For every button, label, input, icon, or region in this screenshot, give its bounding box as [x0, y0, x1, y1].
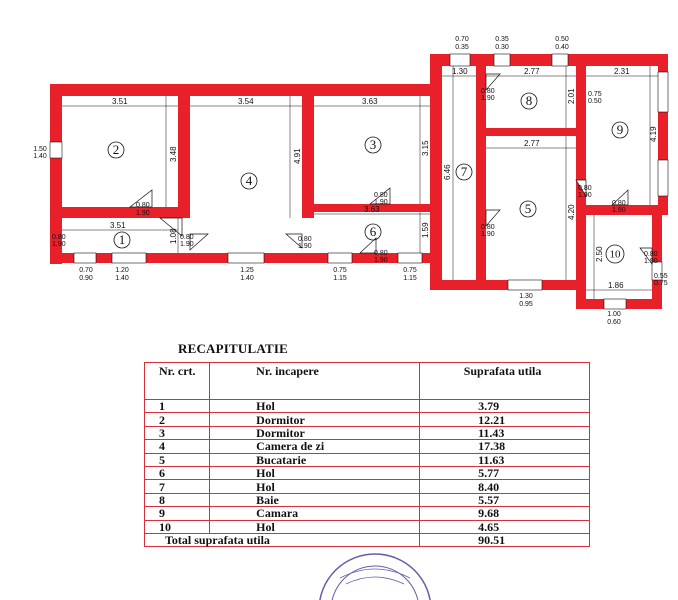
table-row: 8 Baie 5.57 — [145, 493, 590, 506]
dim-r10h: 2.50 — [595, 246, 604, 262]
svg-text:1.90: 1.90 — [374, 199, 388, 206]
svg-text:5: 5 — [524, 200, 532, 216]
svg-text:6: 6 — [369, 223, 377, 239]
svg-text:0.80: 0.80 — [481, 224, 495, 231]
dim-r5w: 2.77 — [524, 139, 540, 148]
svg-text:0.70: 0.70 — [455, 36, 469, 43]
svg-text:0.80: 0.80 — [644, 251, 658, 258]
recap-table — [144, 362, 590, 547]
dim-r3w: 3.63 — [362, 97, 378, 106]
svg-text:1.90: 1.90 — [298, 243, 312, 250]
svg-text:2: 2 — [112, 141, 120, 157]
svg-text:9: 9 — [616, 121, 624, 137]
svg-text:1.15: 1.15 — [403, 275, 417, 282]
svg-text:0.50: 0.50 — [555, 36, 569, 43]
svg-text:0.80: 0.80 — [374, 250, 388, 257]
dim-r2h: 3.48 — [169, 146, 178, 162]
total-value: 90.51 — [420, 533, 590, 546]
svg-text:1.90: 1.90 — [374, 257, 388, 264]
dim-r3h: 3.15 — [421, 140, 430, 156]
svg-text:0.40: 0.40 — [555, 44, 569, 51]
svg-text:0.50: 0.50 — [588, 98, 602, 105]
svg-text:3: 3 — [369, 136, 377, 152]
dim-r8w: 2.77 — [524, 67, 540, 76]
svg-text:0.95: 0.95 — [519, 301, 533, 308]
svg-text:0.75: 0.75 — [654, 280, 668, 287]
svg-text:1.90: 1.90 — [180, 241, 194, 248]
recap-title: RECAPITULATIE — [178, 341, 288, 356]
dim-r6h: 1.59 — [421, 222, 430, 238]
svg-text:1.15: 1.15 — [333, 275, 347, 282]
total-label: Total suprafata utila — [145, 533, 420, 546]
table-row: 6 Hol 5.77 — [145, 466, 590, 479]
header-room: Nr. incapere — [210, 363, 420, 400]
svg-text:1.90: 1.90 — [612, 207, 626, 214]
svg-text:0.35: 0.35 — [455, 44, 469, 51]
svg-text:1.40: 1.40 — [240, 275, 254, 282]
svg-text:0.70: 0.70 — [79, 267, 93, 274]
table-row: 7 Hol 8.40 — [145, 480, 590, 493]
dim-r9w: 2.31 — [614, 67, 630, 76]
svg-text:0.80: 0.80 — [136, 202, 150, 209]
svg-text:1.90: 1.90 — [481, 95, 495, 102]
svg-text:0.80: 0.80 — [180, 234, 194, 241]
svg-text:4: 4 — [245, 172, 253, 188]
dim-r8h: 2.01 — [567, 88, 576, 104]
svg-text:1: 1 — [118, 231, 126, 247]
svg-text:0.75: 0.75 — [588, 91, 602, 98]
svg-text:0.90: 0.90 — [79, 275, 93, 282]
svg-text:1.50: 1.50 — [33, 146, 47, 153]
dim-r1w: 3.51 — [110, 221, 126, 230]
svg-text:7: 7 — [460, 163, 468, 179]
dim-r4w: 3.54 — [238, 97, 254, 106]
svg-text:1.20: 1.20 — [115, 267, 129, 274]
table-row: 10 Hol 4.65 — [145, 520, 590, 533]
svg-text:1.30: 1.30 — [519, 293, 533, 300]
svg-text:8: 8 — [525, 92, 533, 108]
dim-r1h: 1.08 — [169, 228, 178, 244]
dim-r7top: 1.30 — [452, 67, 468, 76]
dim-r10w: 1.86 — [608, 281, 624, 290]
svg-text:1.90: 1.90 — [52, 241, 66, 248]
svg-text:10: 10 — [609, 248, 621, 261]
total-row — [145, 533, 590, 546]
header-area: Suprafata utila — [420, 363, 590, 400]
recap-header-row — [145, 363, 590, 400]
svg-text:0.80: 0.80 — [298, 236, 312, 243]
table-row: 3 Dormitor 11.43 — [145, 426, 590, 439]
dim-r6w: 3.63 — [364, 205, 380, 214]
svg-text:0.80: 0.80 — [578, 185, 592, 192]
svg-text:1.25: 1.25 — [240, 267, 254, 274]
svg-text:0.80: 0.80 — [52, 234, 66, 241]
svg-text:1.90: 1.90 — [578, 192, 592, 199]
dim-r2w: 3.51 — [112, 97, 128, 106]
svg-text:0.55: 0.55 — [654, 273, 668, 280]
official-stamp — [300, 548, 450, 600]
svg-text:0.75: 0.75 — [333, 267, 347, 274]
header-nr: Nr. crt. — [145, 363, 210, 400]
svg-text:1.90: 1.90 — [136, 210, 150, 217]
svg-text:0.80: 0.80 — [374, 192, 388, 199]
svg-text:0.80: 0.80 — [481, 88, 495, 95]
table-row: 9 Camara 9.68 — [145, 507, 590, 520]
svg-text:1.00: 1.00 — [607, 311, 621, 318]
table-row: 2 Dormitor 12.21 — [145, 413, 590, 426]
dim-r4h: 4.91 — [293, 148, 302, 164]
svg-text:1.40: 1.40 — [33, 153, 47, 160]
svg-text:0.35: 0.35 — [495, 36, 509, 43]
svg-text:0.30: 0.30 — [495, 44, 509, 51]
table-row: 5 Bucatarie 11.63 — [145, 453, 590, 466]
svg-text:1.90: 1.90 — [481, 231, 495, 238]
table-row: 1 Hol 3.79 — [145, 400, 590, 413]
svg-text:1.90: 1.90 — [644, 258, 658, 265]
svg-text:0.60: 0.60 — [607, 319, 621, 326]
svg-text:1.40: 1.40 — [115, 275, 129, 282]
dim-r9h: 4.19 — [649, 126, 658, 142]
dim-r7h: 6.46 — [443, 164, 452, 180]
dim-r5h: 4.20 — [567, 204, 576, 220]
table-row: 4 Camera de zi 17.38 — [145, 440, 590, 453]
svg-text:0.80: 0.80 — [612, 200, 626, 207]
svg-text:0.75: 0.75 — [403, 267, 417, 274]
